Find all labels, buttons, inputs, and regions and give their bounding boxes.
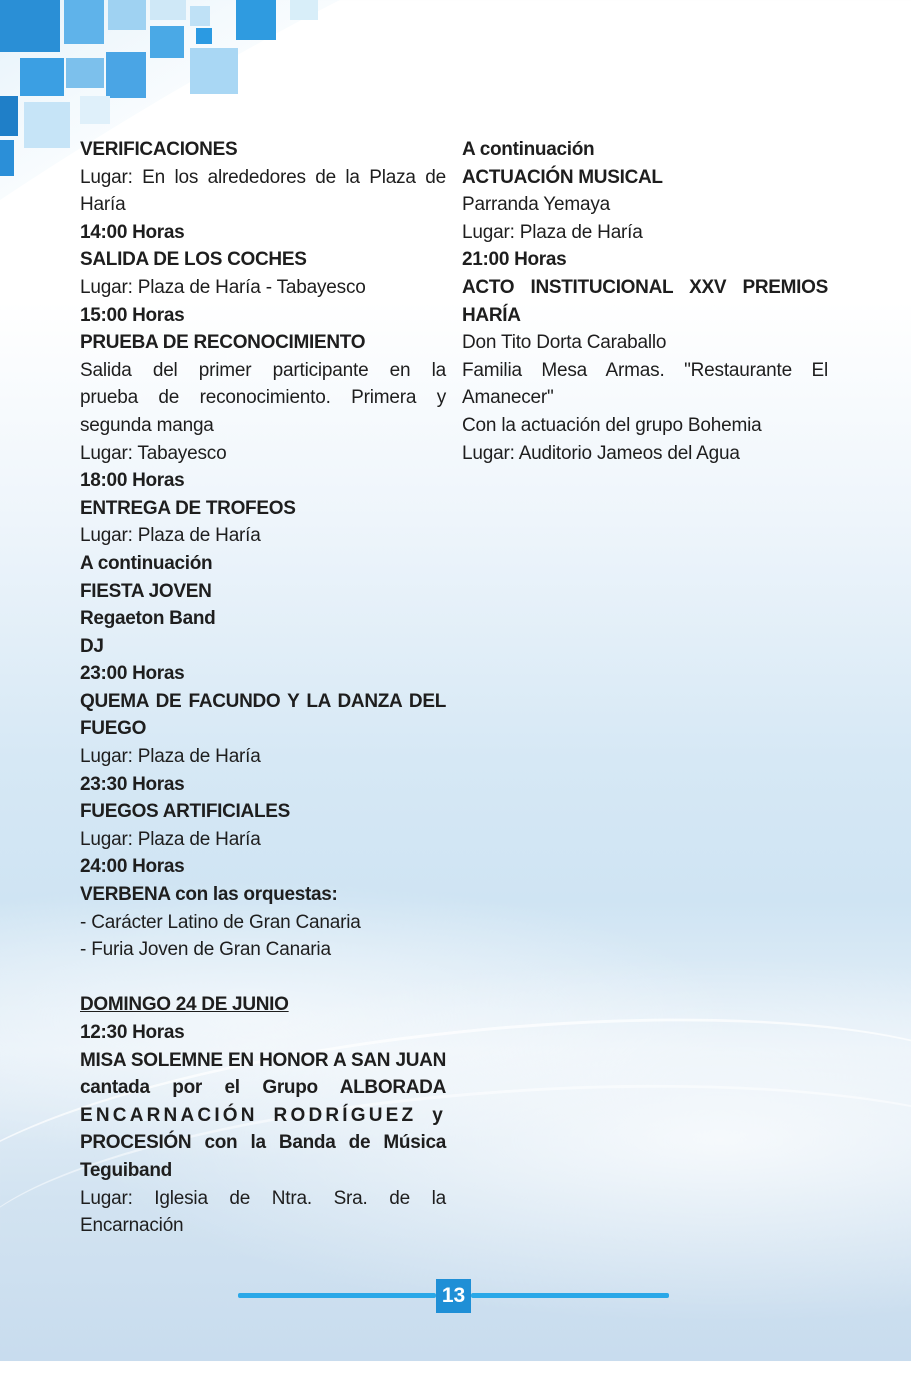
page-number: 13 <box>436 1279 471 1313</box>
right-column <box>462 136 828 467</box>
program-heading: A continuación <box>80 552 213 574</box>
footer-bar-left <box>238 1293 436 1298</box>
program-text: Lugar: Auditorio Jameos del Agua <box>462 442 740 464</box>
program-text: Amanecer" <box>462 387 554 409</box>
program-heading: PROCESIÓN con la Banda de Música <box>80 1132 446 1154</box>
program-text <box>80 964 446 992</box>
program-heading: DJ <box>80 635 104 657</box>
program-heading: MISA SOLEMNE EN HONOR A SAN JUAN <box>80 1049 446 1071</box>
program-text: Salida del primer participante en la <box>80 359 446 381</box>
program-heading: 21:00 Horas <box>462 249 567 271</box>
program-text: Lugar: Plaza de Haría <box>80 525 261 547</box>
program-heading: VERIFICACIONES <box>80 139 238 160</box>
program-heading: Teguiband <box>80 1159 172 1181</box>
program-text: Encarnación <box>80 1215 184 1237</box>
program-heading: HARÍA <box>462 304 521 326</box>
program-heading: Regaeton Band <box>80 608 216 630</box>
program-heading: cantada por el Grupo ALBORADA <box>80 1077 446 1099</box>
program-heading: DOMINGO 24 DE JUNIO <box>80 994 289 1016</box>
program-text: prueba de reconocimiento. Primera y <box>80 387 446 409</box>
program-text: Don Tito Dorta Caraballo <box>462 332 667 354</box>
program-heading: FUEGOS ARTIFICIALES <box>80 801 290 823</box>
program-heading: 23:00 Horas <box>80 663 185 685</box>
program-heading: FIESTA JOVEN <box>80 580 212 602</box>
program-text: Lugar: Plaza de Haría <box>80 828 261 850</box>
left-column <box>80 136 446 1240</box>
program-heading: ACTO INSTITUCIONAL XXV PREMIOS <box>462 276 828 298</box>
program-text: Lugar: Plaza de Haría - Tabayesco <box>80 276 366 298</box>
program-heading: QUEMA DE FACUNDO Y LA DANZA DEL <box>80 690 446 712</box>
program-heading: ENTREGA DE TROFEOS <box>80 497 296 519</box>
program-text: Familia Mesa Armas. "Restaurante El <box>462 359 828 381</box>
program-text: Lugar: Tabayesco <box>80 442 227 464</box>
program-heading: PRUEBA DE RECONOCIMIENTO <box>80 332 366 354</box>
program-text: Parranda Yemaya <box>462 194 611 216</box>
program-heading: 14:00 Horas <box>80 221 185 243</box>
footer-bar-right <box>471 1293 669 1298</box>
program-heading: 23:30 Horas <box>80 773 185 795</box>
program-text: segunda manga <box>80 414 214 436</box>
program-text: - Furia Joven de Gran Canaria <box>80 939 331 961</box>
program-heading: 12:30 Horas <box>80 1022 185 1043</box>
program-heading: 15:00 Horas <box>80 304 185 326</box>
program-heading: A continuación <box>462 139 595 160</box>
program-text: Lugar: Plaza de Haría <box>80 746 261 768</box>
program-text: Lugar: Iglesia de Ntra. Sra. de la <box>80 1187 446 1209</box>
program-heading: 24:00 Horas <box>80 856 185 878</box>
program-heading: ENCARNACIÓN RODRÍGUEZ y <box>80 1104 446 1126</box>
program-heading: 18:00 Horas <box>80 470 185 492</box>
program-heading: SALIDA DE LOS COCHES <box>80 249 307 271</box>
program-heading: FUEGO <box>80 718 147 740</box>
program-text: Con la actuación del grupo Bohemia <box>462 414 762 436</box>
program-text: - Carácter Latino de Gran Canaria <box>80 911 361 933</box>
program-heading: VERBENA con las orquestas: <box>80 884 338 906</box>
program-text: Lugar: En los alrededores de la Plaza de <box>80 166 446 188</box>
program-text: Lugar: Plaza de Haría <box>462 221 643 243</box>
program-text: Haría <box>80 194 126 216</box>
program-heading: ACTUACIÓN MUSICAL <box>462 166 663 188</box>
